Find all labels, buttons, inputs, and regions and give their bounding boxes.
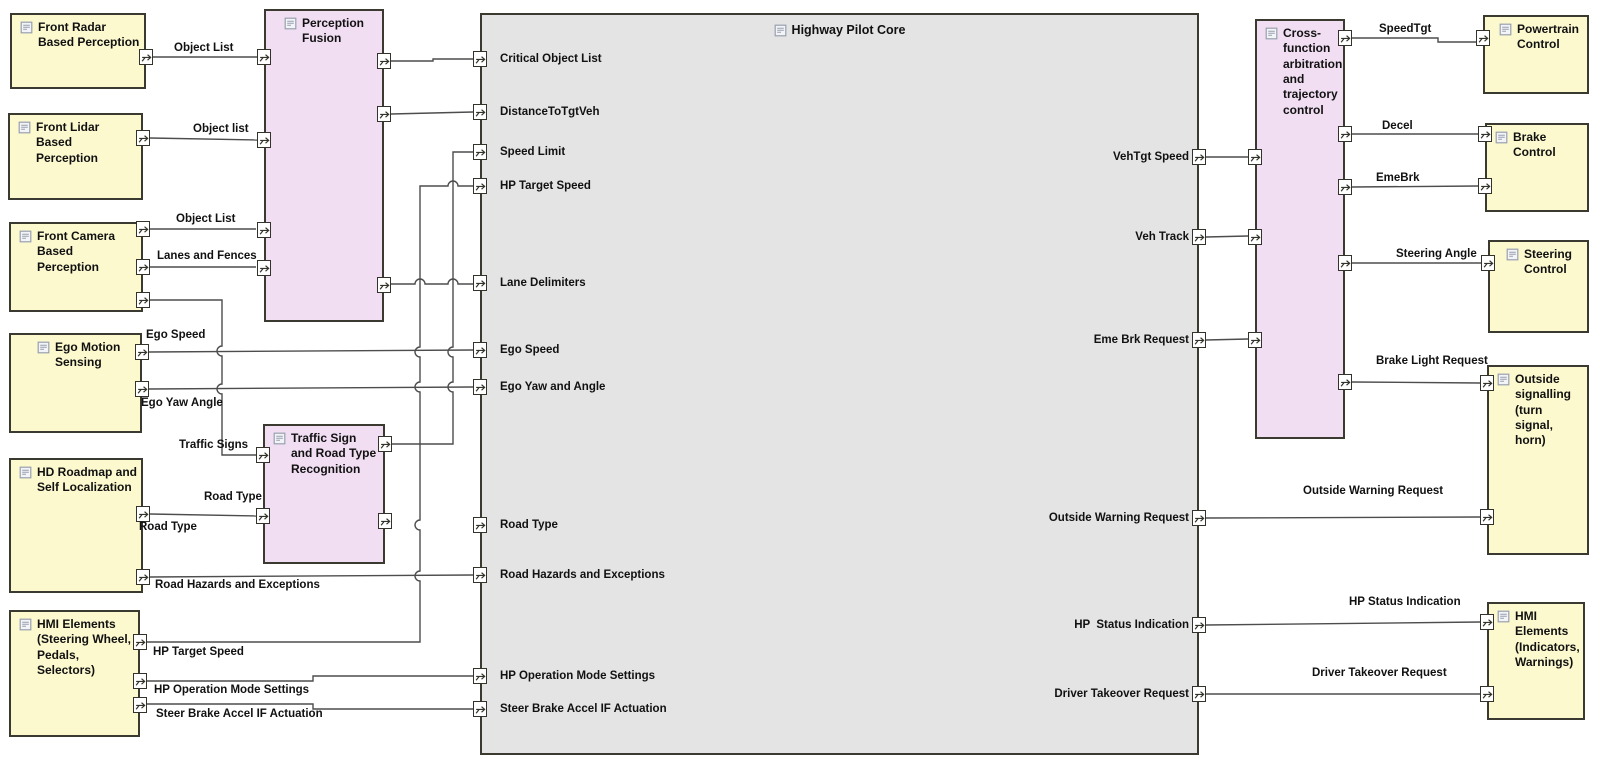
core-port-in-9[interactable] [473, 567, 487, 583]
port-outside-signalling-2[interactable] [1480, 509, 1494, 525]
connector-ego-yaw-angle[interactable] [149, 387, 473, 389]
port-cross-function-arbitration-and-trajectory-control-1[interactable] [1248, 149, 1262, 165]
block-icon [37, 341, 50, 354]
core-port-in-4[interactable] [473, 178, 487, 194]
block-title-outside-signalling: Outside signalling (turn signal, horn) [1515, 372, 1572, 448]
core-port-label-left-3: Speed Limit [500, 146, 566, 158]
connector-label-camera-traffic-signs: Traffic Signs [179, 439, 249, 451]
flow-arrow-icon [1193, 150, 1205, 164]
connector-label-driver-takeover-request: Driver Takeover Request [1312, 667, 1447, 679]
port-hmi-elements-output-1[interactable] [1480, 614, 1494, 630]
port-cross-function-arbitration-and-trajectory-control-2[interactable] [1248, 229, 1262, 245]
flow-arrow-icon [1339, 127, 1351, 141]
block-title-cross-function-arbitration-and-trajectory-control: Cross-function arbitration and trajectory control [1283, 26, 1343, 117]
connector-emebrk[interactable] [1352, 186, 1478, 187]
core-port-out-3[interactable] [1192, 332, 1206, 348]
core-port-label-left-11: Steer Brake Accel IF Actuation [500, 703, 667, 715]
flow-arrow-icon [1193, 511, 1205, 525]
core-port-label-left-9: Road Hazards and Exceptions [500, 569, 665, 581]
core-port-out-6[interactable] [1192, 686, 1206, 702]
flow-arrow-icon [474, 669, 486, 683]
connector-speed-limit[interactable] [392, 152, 473, 444]
flow-arrow-icon [1481, 687, 1493, 701]
block-powertrain-control[interactable] [1483, 15, 1589, 94]
port-perception-fusion-4[interactable] [257, 260, 271, 276]
block-title-perception-fusion: Perception Fusion [302, 16, 365, 46]
core-port-label-left-5: Lane Delimiters [500, 277, 586, 289]
connector-label-hp-status-indication: HP Status Indication [1349, 596, 1461, 608]
port-brake-control-1[interactable] [1478, 126, 1492, 142]
port-traffic-sign-and-road-type-recognition-2[interactable] [256, 508, 270, 524]
flow-arrow-icon [1481, 510, 1493, 524]
flow-arrow-icon [137, 260, 149, 274]
flow-arrow-icon [137, 570, 149, 584]
flow-arrow-icon [137, 131, 149, 145]
flow-arrow-icon [1339, 375, 1351, 389]
core-port-label-right-4: Outside Warning Request [1048, 512, 1189, 524]
flow-arrow-icon [1479, 179, 1491, 193]
block-front-radar-based-perception[interactable] [10, 13, 146, 89]
port-traffic-sign-and-road-type-recognition-4[interactable] [378, 513, 392, 529]
port-traffic-sign-and-road-type-recognition-1[interactable] [256, 447, 270, 463]
block-hmi-elements-input[interactable] [9, 610, 140, 737]
block-icon [1497, 373, 1510, 386]
core-port-out-4[interactable] [1192, 510, 1206, 526]
core-port-label-left-1: Critical Object List [500, 53, 602, 65]
connector-label-radar-object-list: Object List [174, 42, 234, 54]
flow-arrow-icon [258, 223, 270, 237]
core-port-label-left-2: DistanceToTgtVeh [500, 106, 600, 118]
connector-label-brake-light-request: Brake Light Request [1376, 355, 1488, 367]
port-cross-function-arbitration-and-trajectory-control-4[interactable] [1338, 30, 1352, 46]
flow-arrow-icon [258, 261, 270, 275]
flow-arrow-icon [1482, 256, 1494, 270]
connector-label-steering-angle: Steering Angle [1396, 248, 1477, 260]
core-title: Highway Pilot Core [791, 23, 906, 37]
port-perception-fusion-6[interactable] [377, 106, 391, 122]
port-cross-function-arbitration-and-trajectory-control-3[interactable] [1248, 332, 1262, 348]
connector-label-camera-lanes-and-fences: Lanes and Fences [157, 250, 257, 262]
flow-arrow-icon [474, 52, 486, 66]
block-ego-motion-sensing[interactable] [9, 333, 142, 433]
flow-arrow-icon [379, 437, 391, 451]
connector-label-steer-brake-accel-if-actuation-in: Steer Brake Accel IF Actuation [156, 708, 323, 720]
connector-outside-warning-request[interactable] [1206, 517, 1480, 518]
flow-arrow-icon [136, 345, 148, 359]
flow-arrow-icon [258, 50, 270, 64]
flow-arrow-icon [1339, 31, 1351, 45]
port-hmi-elements-input-1[interactable] [133, 634, 147, 650]
block-icon [273, 432, 286, 445]
flow-arrow-icon [474, 276, 486, 290]
core-port-out-5[interactable] [1192, 617, 1206, 633]
core-port-in-2[interactable] [473, 104, 487, 120]
flow-arrow-icon [378, 278, 390, 292]
connector-hp-operation-mode-settings-in[interactable] [147, 676, 473, 681]
block-icon [1499, 23, 1512, 36]
flow-arrow-icon [134, 674, 146, 688]
connector-label-camera-object-list: Object List [176, 213, 236, 225]
port-front-camera-based-perception-3[interactable] [136, 292, 150, 308]
block-title-front-lidar-based-perception: Front Lidar Based Perception [36, 120, 100, 165]
port-front-radar-based-perception-1[interactable] [139, 49, 153, 65]
core-port-label-left-7: Ego Yaw and Angle [500, 381, 606, 393]
block-icon [1265, 27, 1278, 40]
flow-arrow-icon [140, 50, 152, 64]
block-brake-control[interactable] [1485, 123, 1589, 212]
port-perception-fusion-3[interactable] [257, 222, 271, 238]
flow-arrow-icon [1477, 31, 1489, 45]
block-traffic-sign-and-road-type-recognition[interactable] [263, 424, 385, 564]
connector-speedtgt[interactable] [1352, 38, 1476, 42]
flow-arrow-icon [474, 518, 486, 532]
flow-arrow-icon [134, 635, 146, 649]
block-title-hmi-elements-output: HMI Elements (Indicators, Warnings) [1515, 609, 1580, 670]
connector-label-road-type-to-recognition: Road Type [204, 491, 262, 503]
connector-label-ego-yaw-angle: Ego Yaw Angle [141, 397, 223, 409]
core-port-in-10[interactable] [473, 668, 487, 684]
core-port-in-7[interactable] [473, 379, 487, 395]
connector-road-hazards-and-exceptions[interactable] [150, 575, 473, 577]
flow-arrow-icon [379, 514, 391, 528]
connector-veh-track-link[interactable] [1206, 236, 1248, 237]
port-cross-function-arbitration-and-trajectory-control-5[interactable] [1338, 126, 1352, 142]
port-hd-roadmap-and-self-localization-2[interactable] [136, 569, 150, 585]
core-port-label-left-8: Road Type [500, 519, 558, 531]
port-hmi-elements-input-3[interactable] [133, 697, 147, 713]
flow-arrow-icon [474, 105, 486, 119]
flow-arrow-icon [378, 54, 390, 68]
core-port-in-3[interactable] [473, 144, 487, 160]
core-port-label-right-3: Eme Brk Request [1093, 334, 1189, 346]
block-icon [19, 618, 32, 631]
flow-arrow-icon [134, 698, 146, 712]
flow-arrow-icon [1193, 230, 1205, 244]
port-cross-function-arbitration-and-trajectory-control-6[interactable] [1338, 179, 1352, 195]
flow-arrow-icon [137, 293, 149, 307]
connector-label-hp-operation-mode-settings-in: HP Operation Mode Settings [154, 684, 310, 696]
block-title-front-radar-based-perception: Front Radar Based Perception [38, 20, 140, 50]
connector-label-lidar-object-list: Object list [193, 123, 249, 135]
block-icon [284, 17, 297, 30]
block-front-camera-based-perception[interactable] [9, 222, 143, 312]
port-perception-fusion-7[interactable] [377, 277, 391, 293]
block-icon [19, 230, 32, 243]
block-perception-fusion[interactable] [264, 9, 384, 322]
connector-label-road-hazards-and-exceptions: Road Hazards and Exceptions [155, 579, 320, 591]
block-front-lidar-based-perception[interactable] [8, 113, 143, 200]
flow-arrow-icon [1481, 615, 1493, 629]
block-outside-signalling[interactable] [1487, 365, 1589, 555]
core-port-in-1[interactable] [473, 51, 487, 67]
block-icon [19, 466, 32, 479]
connector-lane-delimiters[interactable] [391, 279, 473, 284]
core-port-label-right-2: Veh Track [1135, 231, 1189, 243]
port-front-camera-based-perception-1[interactable] [136, 221, 150, 237]
flow-arrow-icon [474, 179, 486, 193]
block-icon [1495, 131, 1508, 144]
connector-label-decel: Decel [1382, 120, 1413, 132]
connector-distance-to-tgt-veh[interactable] [391, 112, 473, 114]
flow-arrow-icon [257, 448, 269, 462]
block-title-ego-motion-sensing: Ego Motion Sensing [55, 340, 121, 370]
block-title-traffic-sign-and-road-type-recognition: Traffic Sign and Road Type Recognition [291, 431, 377, 476]
connector-label-hp-target-speed-in: HP Target Speed [153, 646, 244, 658]
connector-critical-object-list[interactable] [391, 59, 473, 61]
block-title-brake-control: Brake Control [1513, 130, 1556, 160]
block-hmi-elements-output[interactable] [1487, 602, 1585, 720]
connector-label-speedtgt: SpeedTgt [1379, 23, 1432, 35]
port-perception-fusion-5[interactable] [377, 53, 391, 69]
port-hmi-elements-output-2[interactable] [1480, 686, 1494, 702]
core-port-label-left-6: Ego Speed [500, 344, 560, 356]
block-cross-function-arbitration-and-trajectory-control[interactable] [1255, 19, 1345, 439]
connector-camera-traffic-signs[interactable] [150, 300, 256, 455]
flow-arrow-icon [474, 568, 486, 582]
connector-label-ego-speed: Ego Speed [146, 329, 206, 341]
block-icon [20, 21, 33, 34]
core-port-in-11[interactable] [473, 701, 487, 717]
port-outside-signalling-1[interactable] [1480, 375, 1494, 391]
core-port-label-right-5: HP Status Indication [1074, 619, 1189, 631]
flow-arrow-icon [474, 380, 486, 394]
flow-arrow-icon [474, 343, 486, 357]
core-port-out-2[interactable] [1192, 229, 1206, 245]
connector-hp-status-indication[interactable] [1206, 622, 1480, 625]
flow-arrow-icon [474, 702, 486, 716]
port-brake-control-2[interactable] [1478, 178, 1492, 194]
port-front-camera-based-perception-2[interactable] [136, 259, 150, 275]
core-port-label-right-1: VehTgt Speed [1112, 151, 1189, 163]
core-port-label-left-4: HP Target Speed [500, 180, 591, 192]
flow-arrow-icon [257, 509, 269, 523]
port-perception-fusion-2[interactable] [257, 132, 271, 148]
flow-arrow-icon [1481, 376, 1493, 390]
block-title-steering-control: Steering Control [1524, 247, 1573, 277]
block-title-hmi-elements-input: HMI Elements (Steering Wheel, Pedals, Selectors) [37, 617, 132, 678]
road-type-port-label: Road Type [139, 521, 197, 533]
flow-arrow-icon [474, 145, 486, 159]
flow-arrow-icon [1249, 230, 1261, 244]
block-icon [18, 121, 31, 134]
port-steering-control-1[interactable] [1481, 255, 1495, 271]
flow-arrow-icon [136, 382, 148, 396]
flow-arrow-icon [378, 107, 390, 121]
flow-arrow-icon [137, 222, 149, 236]
block-title-powertrain-control: Powertrain Control [1517, 22, 1580, 52]
core-port-out-1[interactable] [1192, 149, 1206, 165]
flow-arrow-icon [1193, 618, 1205, 632]
block-icon [1497, 610, 1510, 623]
core-port-in-6[interactable] [473, 342, 487, 358]
block-icon [1506, 248, 1519, 261]
connector-brake-light-request[interactable] [1352, 382, 1480, 383]
block-steering-control[interactable] [1488, 240, 1589, 333]
connector-road-type-to-recognition[interactable] [150, 514, 256, 516]
connector-lidar-object-list[interactable] [150, 138, 257, 140]
port-ego-motion-sensing-1[interactable] [135, 344, 149, 360]
block-title-front-camera-based-perception: Front Camera Based Perception [37, 229, 116, 274]
port-cross-function-arbitration-and-trajectory-control-8[interactable] [1338, 374, 1352, 390]
connector-label-outside-warning-request: Outside Warning Request [1303, 485, 1444, 497]
port-traffic-sign-and-road-type-recognition-3[interactable] [378, 436, 392, 452]
flow-arrow-icon [137, 507, 149, 521]
port-cross-function-arbitration-and-trajectory-control-7[interactable] [1338, 255, 1352, 271]
port-powertrain-control-1[interactable] [1476, 30, 1490, 46]
flow-arrow-icon [1249, 150, 1261, 164]
port-hmi-elements-input-2[interactable] [133, 673, 147, 689]
core-port-in-8[interactable] [473, 517, 487, 533]
port-ego-motion-sensing-2[interactable] [135, 381, 149, 397]
connector-label-emebrk: EmeBrk [1376, 172, 1420, 184]
block-hd-roadmap-and-self-localization[interactable] [9, 458, 143, 593]
flow-arrow-icon [258, 133, 270, 147]
connector-eme-brk-request-link[interactable] [1206, 339, 1248, 340]
connector-ego-speed[interactable] [149, 350, 473, 352]
block-title-hd-roadmap-and-self-localization: HD Roadmap and Self Localization [37, 465, 138, 495]
flow-arrow-icon [1479, 127, 1491, 141]
block-icon [774, 24, 787, 37]
core-port-label-right-6: Driver Takeover Request [1054, 688, 1189, 700]
flow-arrow-icon [1339, 256, 1351, 270]
port-perception-fusion-1[interactable] [257, 49, 271, 65]
flow-arrow-icon [1193, 333, 1205, 347]
core-port-label-left-10: HP Operation Mode Settings [500, 670, 656, 682]
core-port-in-5[interactable] [473, 275, 487, 291]
flow-arrow-icon [1249, 333, 1261, 347]
flow-arrow-icon [1339, 180, 1351, 194]
flow-arrow-icon [1193, 687, 1205, 701]
port-front-lidar-based-perception-1[interactable] [136, 130, 150, 146]
